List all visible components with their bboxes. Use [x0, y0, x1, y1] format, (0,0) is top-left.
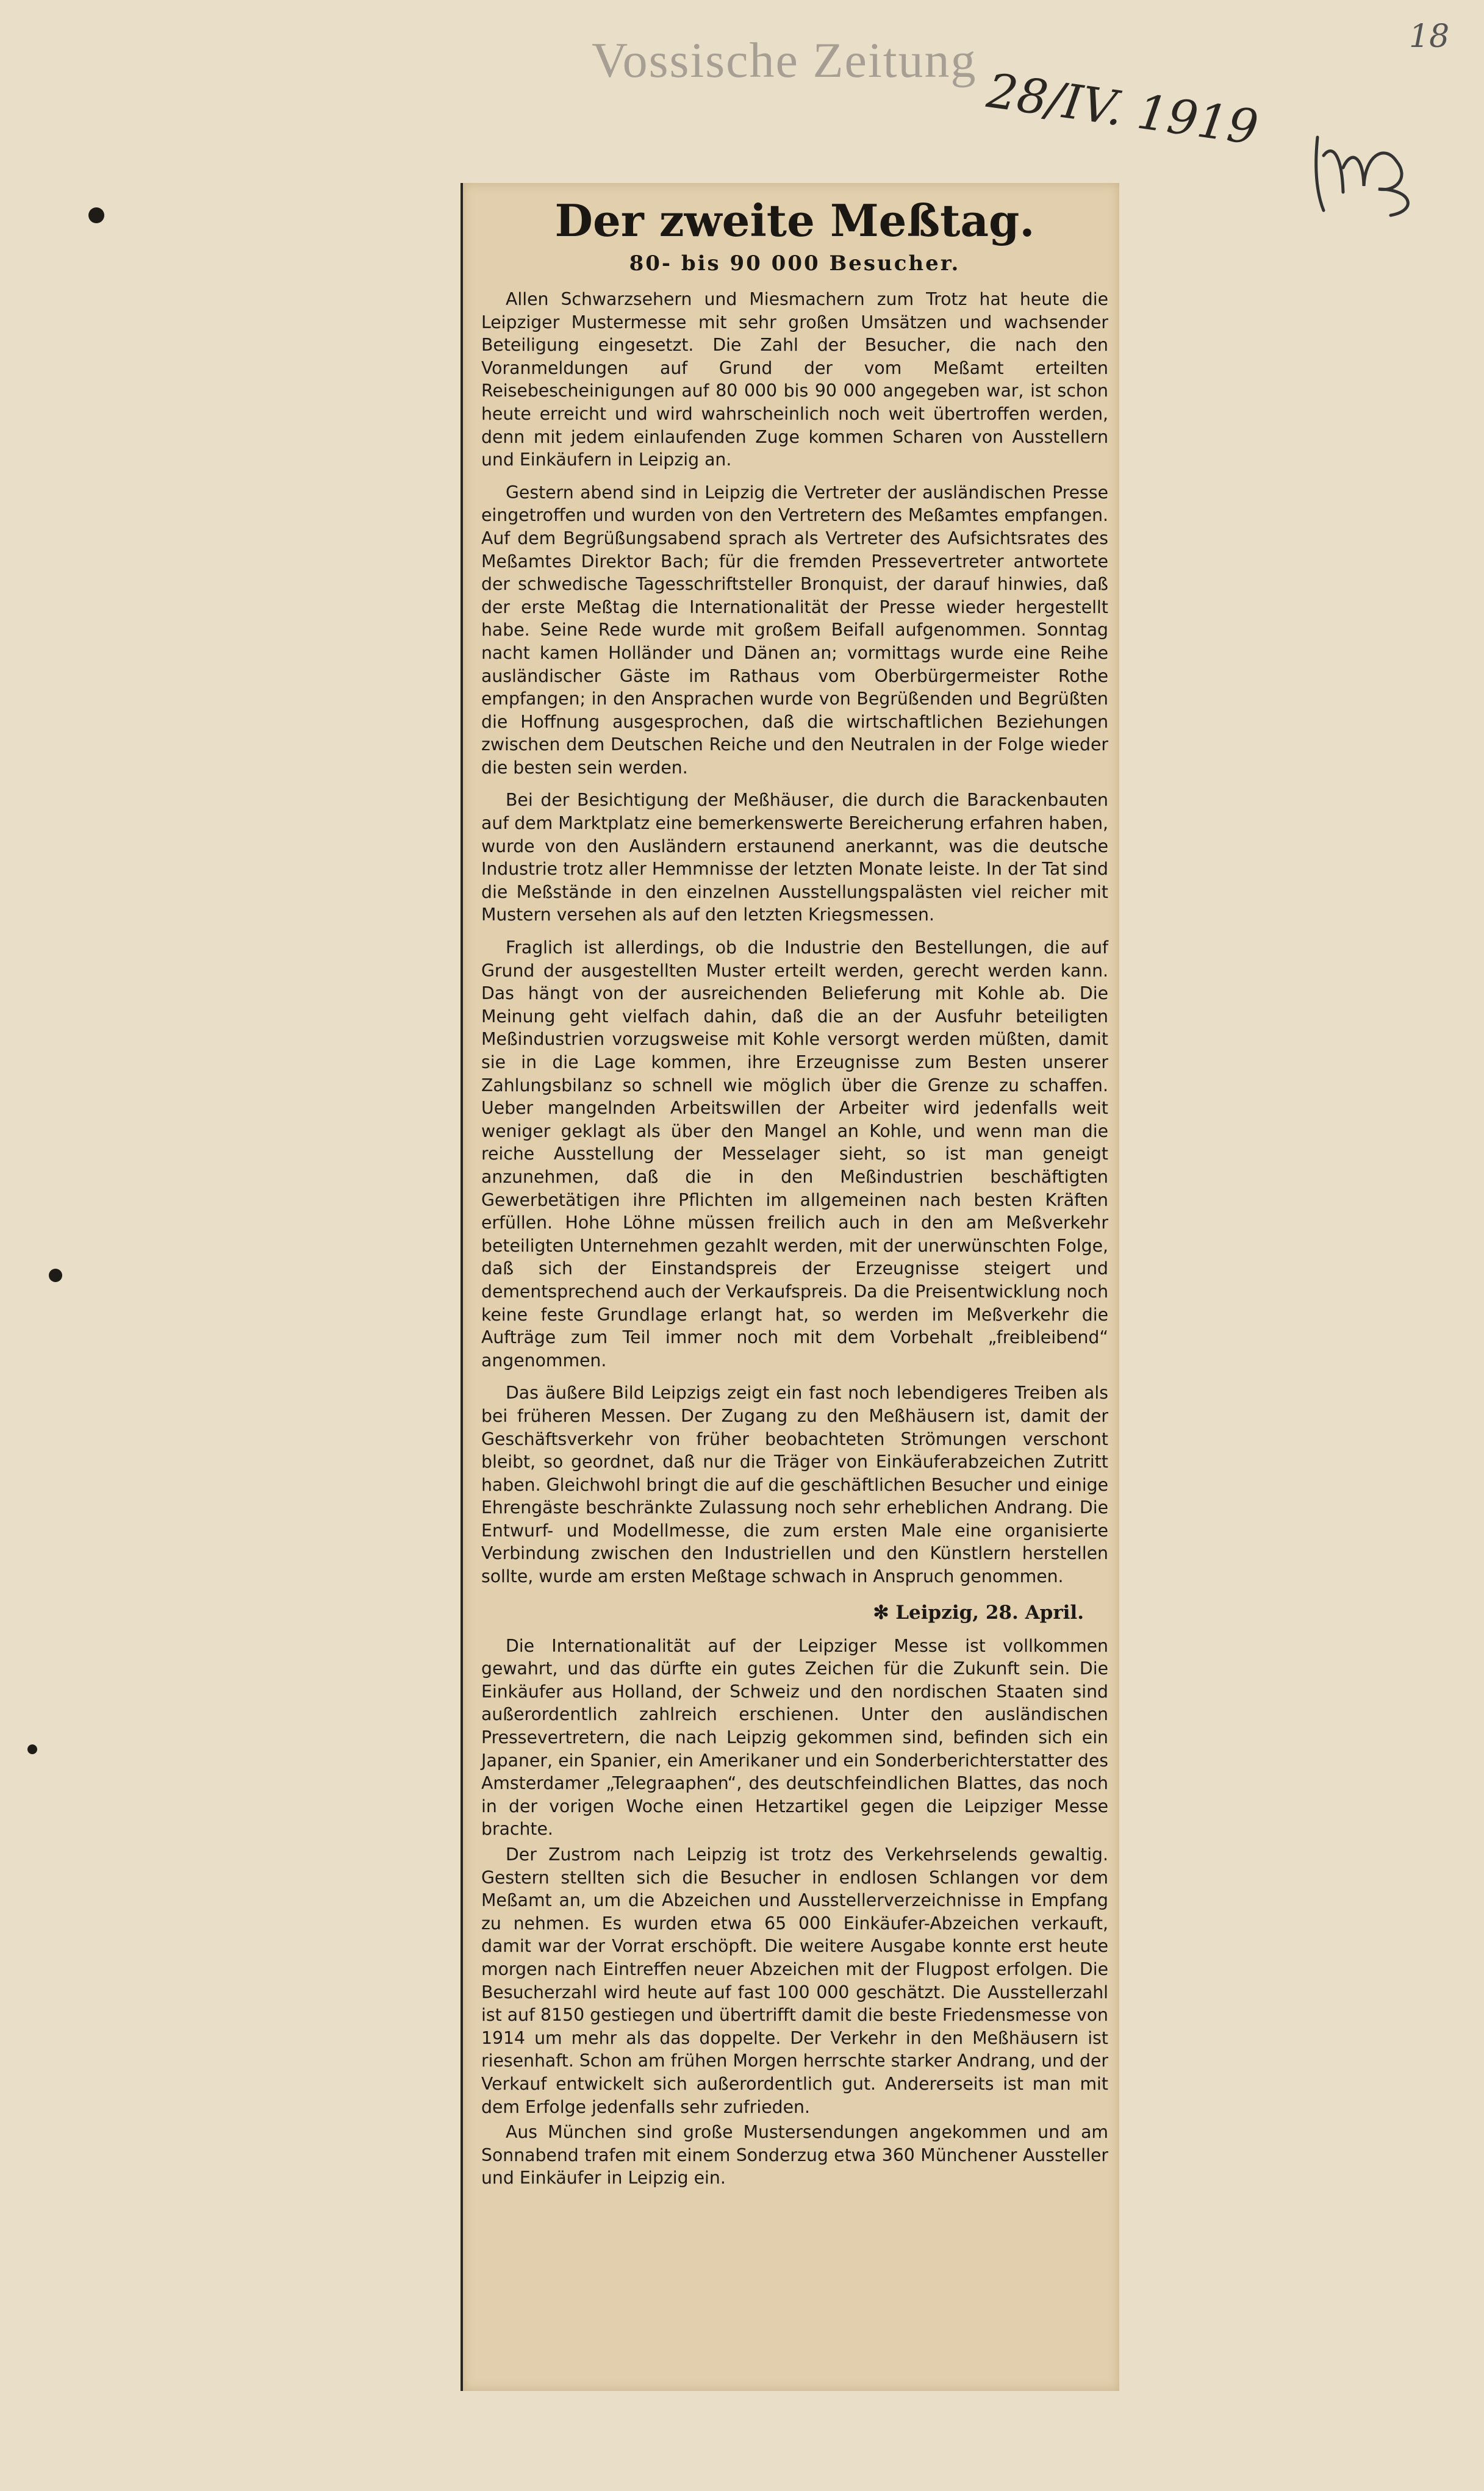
punch-hole: [49, 1269, 62, 1282]
article-paragraph: Das äußere Bild Leipzigs zeigt ein fast noch lebendigeres Treiben als bei früheren Messen. Der Zugang zu den Meßhäusern ist, damit der Geschäftsverkehr von früher beobachteten Strömungen verschont bleibt, so geordnet, daß nur die Träger von Einkäuferabzeichen Zutritt haben. Gleichwohl bringt die auf die geschäftlichen Besucher und einige Ehrengäste beschränkte Zulassung noch sehr erheblichen Andrang. Die Entwurf- und Modellmesse, die zum ersten Male eine organisierte Verbindung zwischen den Industriellen und den Künstlern herstellen sollte, wurde am ersten Meßtage schwach in Anspruch genommen.: [481, 1383, 1108, 1587]
handwritten-date: 28/IV. 1919: [983, 63, 1261, 156]
punch-hole: [27, 1744, 37, 1754]
article-paragraph: Fraglich ist allerdings, ob die Industrie den Bestellungen, die auf Grund der ausgestellten Muster erteilt werden, gerecht werden kann. Das hängt von der ausreichenden Belieferung mit Kohle ab. Die Meinung geht vielfach dahin, daß die an der Ausfuhr beteiligten Meßindustrien vorzugsweise mit Kohle versorgt werden müßten, damit sie in die Lage kommen, ihre Erzeugnisse zum Besten unserer Zahlungsbilanz so schnell wie möglich über die Grenze zu schaffen. Ueber mangelnden Arbeitswillen der Arbeiter wird jedenfalls weit weniger geklagt als über den Mangel an Kohle, und wenn man die reiche Ausstellung der Messelager sieht, so ist man geneigt anzunehmen, daß die in den Meßindustrien beschäftigten Gewerbetätigen ihre Pflichten im allgemeinen nach besten Kräften erfüllen. Hohe Löhne müssen freilich auch in den am Meßverkehr beteiligten Unternehmen gezahlt werden, mit der unerwünschten Folge, daß sich der Einstandspreis der Erzeugnisse steigert und dementsprechend auch der Verkaufspreis. Da die Preisentwicklung noch keine feste Grundlage erlangt hat, so werden im Meßverkehr die Aufträge zum Teil immer noch mit dem Vorbehalt „freibleibend“ angenommen.: [481, 937, 1108, 1371]
article-dateline: ✻ Leipzig, 28. April.: [873, 1601, 1084, 1624]
article-subheadline: 80- bis 90 000 Besucher.: [629, 251, 961, 276]
article-paragraph: Gestern abend sind in Leipzig die Vertreter der ausländischen Presse eingetroffen und wurden von den Vertretern des Meßamtes empfangen. Auf dem Begrüßungsabend sprach als Vertreter des Aufsichtsrates des Meßamtes Direktor Bach; für die fremden Pressevertreter antwortete der schwedische Tagesschriftsteller Bronquist, der darauf hinwies, daß der erste Meßtag die Internationalität der Presse wieder hergestellt habe. Seine Rede wurde mit großem Beifall aufgenommen. Sonntag nacht kamen Holländer und Dänen an; vormittags wurde eine Reihe ausländischer Gäste im Rathaus vom Oberbürgermeister Rothe empfangen; in den Ansprachen wurde von Begrüßenden und Begrüßten die Hoffnung ausgesprochen, daß die wirtschaftlichen Beziehungen zwischen dem Deutschen Reiche und den Neutralen in der Folge wieder die besten sein werden.: [481, 482, 1108, 778]
article-headline: Der zweite Meßtag.: [554, 195, 1035, 246]
handwritten-signature: [1305, 119, 1427, 223]
article-paragraph: Allen Schwarzsehern und Miesmachern zum Trotz hat heute die Leipziger Mustermesse mit sehr großen Umsätzen und wachsender Beteiligung eingesetzt. Die Zahl der Besucher, die nach den Voranmeldungen auf Grund der vom Meßamt erteilten Reisebescheinigungen auf 80 000 bis 90 000 angegeben war, ist schon heute erreicht und wird wahrscheinlich noch weit übertroffen werden, denn mit jedem einlaufenden Zuge kommen Scharen von Ausstellern und Einkäufern in Leipzig an.: [481, 289, 1108, 470]
newspaper-clipping: [461, 183, 1119, 2391]
article-paragraph: Die Internationalität auf der Leipziger Messe ist vollkommen gewahrt, und das dürfte ein gutes Zeichen für die Zukunft sein. Die Einkäufer aus Holland, der Schweiz und den nordischen Staaten sind außerordentlich zahlreich erschienen. Unter den ausländischen Pressevertretern, die nach Leipzig gekommen sind, befinden sich ein Japaner, ein Spanier, ein Amerikaner und ein Sonderberichterstatter des Amsterdamer „Telegraaphen“, des deutschfeindlichen Blattes, das noch in der vorigen Woche einen Hetzartikel gegen die Leipziger Messe brachte.: [481, 1635, 1108, 1840]
newspaper-stamp: Vossische Zeitung: [592, 32, 977, 88]
article-paragraph: Bei der Besichtigung der Meßhäuser, die durch die Barackenbauten auf dem Marktplatz eine bemerkenswerte Bereicherung erfahren haben, wurde von den Ausländern erstaunend anerkannt, was die deutsche Industrie trotz aller Hemmnisse der letzten Monate leiste. In der Tat sind die Meßstände in den einzelnen Ausstellungspalästen viel reicher mit Mustern versehen als auf den letzten Kriegsmessen.: [481, 790, 1108, 925]
article-paragraph: Der Zustrom nach Leipzig ist trotz des Verkehrselends gewaltig. Gestern stellten sich die Besucher in endlosen Schlangen vor dem Meßamt an, um die Abzeichen und Ausstellerverzeichnisse in Empfang zu nehmen. Es wurden etwa 65 000 Einkäufer-Abzeichen verkauft, damit war der Vorrat erschöpft. Die weitere Ausgabe konnte erst heute morgen nach Eintreffen neuer Abzeichen mit der Flugpost erfolgen. Die Besucherzahl wird heute auf fast 100 000 geschätzt. Die Ausstellerzahl ist auf 8150 gestiegen und übertrifft damit die beste Friedensmesse von 1914 um mehr als das doppelte. Der Verkehr in den Meßhäusern ist riesenhaft. Schon am frühen Morgen herrschte starker Andrang, und der Verkauf entwickelt sich außerordentlich gut. Andererseits ist man mit dem Erfolge jedenfalls sehr zufrieden.: [481, 1844, 1108, 2117]
article-paragraph: Aus München sind große Mustersendungen angekommen und am Sonnabend trafen mit einem Sonderzug etwa 360 Münchener Aussteller und Einkäufer in Leipzig ein.: [481, 2122, 1108, 2188]
handwritten-page-number: 18: [1409, 18, 1450, 55]
punch-hole: [88, 207, 104, 223]
